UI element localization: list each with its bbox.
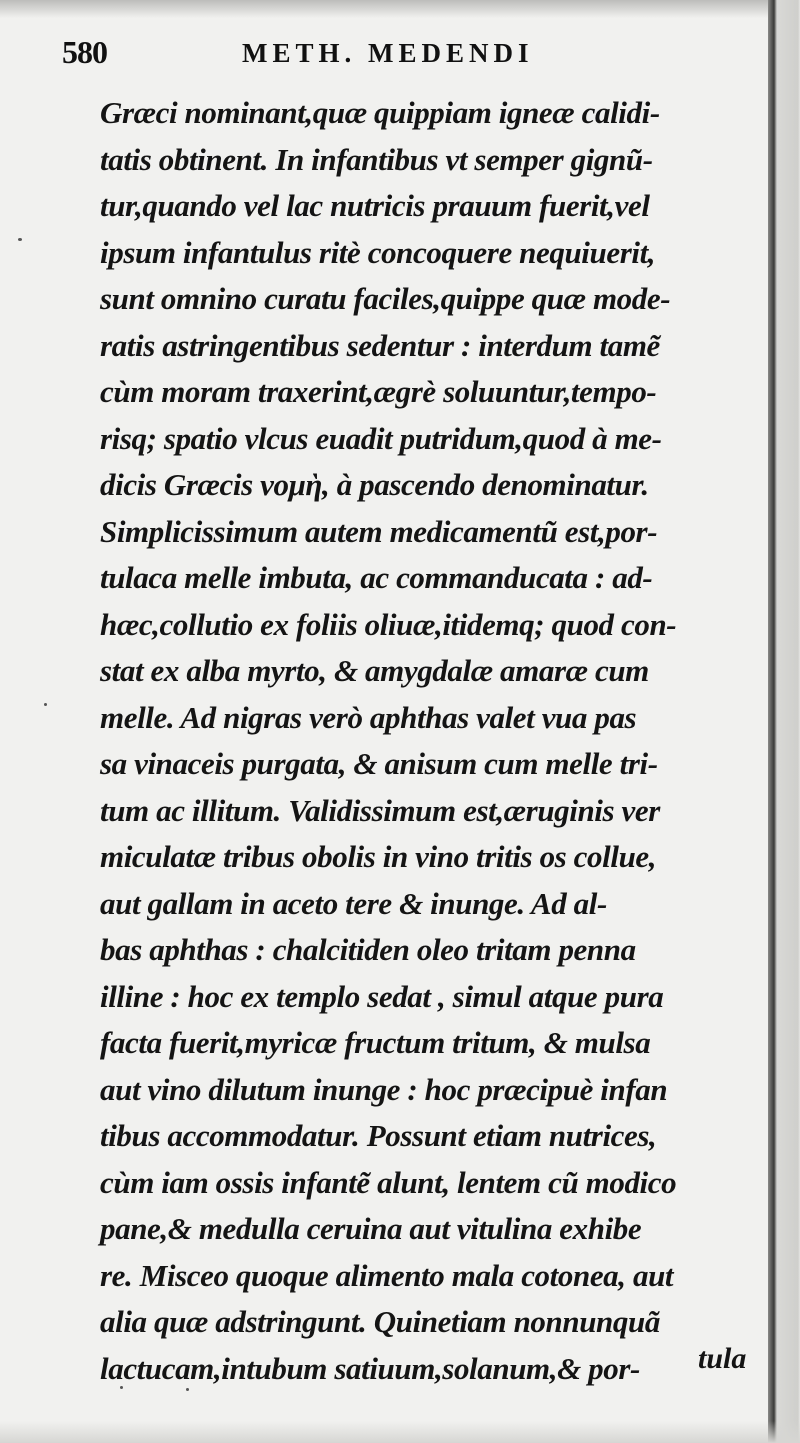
ink-speck [44,703,47,706]
text-line: tulaca melle imbuta, ac commanducata : ad- [100,560,653,595]
ink-speck [186,1388,189,1391]
body-text [100,90,760,1392]
text-line: dicis Græcis νομὴ, à pascendo denominatur. [100,467,649,502]
text-line: melle. Ad nigras verò aphthas valet vua pas [100,699,637,735]
text-line: tur,quando vel lac nutricis prauum fuerit,vel [100,188,650,223]
text-line: cùm iam ossis infantẽ alunt, lentem cũ modico [100,1164,677,1200]
text-line: cùm moram traxerint,ægrè soluuntur,tempo- [100,374,657,409]
text-line: lactucam,intubum satiuum,solanum,& por- [100,1350,640,1386]
text-line: facta fuerit,myricæ fructum tritum, & mulsa [100,1025,651,1060]
text-line: sa vinaceis purgata, & anisum cum melle tri- [100,746,658,781]
text-line: risq; spatio vlcus euadit putridum,quod à me- [100,420,662,456]
text-line: stat ex alba myrto, & amygdalæ amaræ cum [100,653,649,688]
text-line: alia quæ adstringunt. Quinetiam nonnunquã [100,1304,660,1339]
page-number: 580 [62,34,107,70]
text-line: ipsum infantulus ritè concoquere nequiuerit, [100,234,656,270]
ink-speck [18,238,22,241]
catchword: tula [698,1342,747,1375]
text-line: sunt omnino curatu faciles,quippe quæ mode- [100,281,671,316]
text-line: pane,& medulla ceruina aut vitulina exhibe [100,1211,642,1246]
text-line: Simplicissimum autem medicamentũ est,por- [100,513,658,549]
text-line: tatis obtinent. In infantibus vt semper gignũ- [100,141,653,177]
text-line: tum ac illitum. Validissimum est,æruginis ver [100,792,660,828]
running-title: METH. MEDENDI [242,38,534,68]
text-line: aut vino dilutum inunge : hoc præcipuè infan [100,1071,668,1107]
text-line: tibus accommodatur. Possunt etiam nutrices, [100,1118,657,1153]
text-line: aut gallam in aceto tere & inunge. Ad al- [100,885,607,921]
text-line: bas aphthas : chalcitiden oleo tritam penna [100,932,636,967]
text-line: Græci nominant,quæ quippiam igneæ calidi- [100,95,660,130]
text-line: hæc,collutio ex foliis oliuæ,itidemq; quod con- [100,606,677,642]
page-top-shadow [0,0,800,18]
ink-speck [120,1386,123,1389]
page-bottom-shadow [0,1421,800,1443]
text-line: ratis astringentibus sedentur : interdum tamẽ [100,327,660,363]
text-line: re. Misceo quoque alimento mala cotonea, aut [100,1257,674,1293]
text-line: illine : hoc ex templo sedat , simul atque pura [100,978,664,1014]
running-head [62,34,762,84]
page-binding-edge [768,0,800,1443]
text-line: miculatæ tribus obolis in vino tritis os collue, [100,839,657,874]
